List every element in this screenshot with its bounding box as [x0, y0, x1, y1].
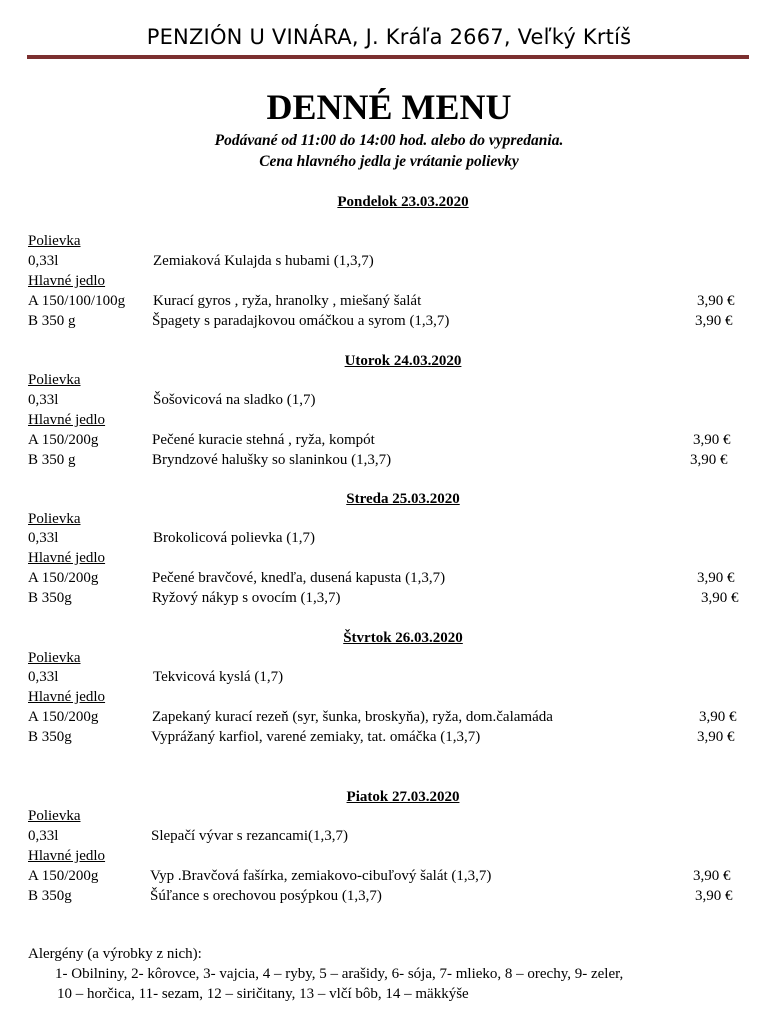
main-a-name: Pečené kuracie stehná , ryža, kompót [152, 432, 375, 448]
main-a-portion: A 150/100/100g [28, 293, 126, 309]
soup-name: Slepačí vývar s rezancami(1,3,7) [151, 828, 348, 844]
soup-label: Polievka [28, 511, 81, 527]
main-label: Hlavné jedlo [28, 412, 106, 428]
menu-title: DENNÉ MENU [266, 87, 512, 127]
main-b-name: Bryndzové halušky so slaninkou (1,3,7) [152, 452, 392, 468]
main-b-price: 3,90 € [690, 452, 728, 468]
day-heading: Streda 25.03.2020 [346, 491, 460, 507]
main-a-price: 3,90 € [697, 293, 735, 309]
day-heading: Pondelok 23.03.2020 [337, 194, 469, 210]
soup-name: Zemiaková Kulajda s hubami (1,3,7) [153, 253, 374, 269]
main-b-name: Špagety s paradajkovou omáčkou a syrom (1,3,7) [152, 313, 450, 329]
main-a-portion: A 150/200g [28, 432, 99, 448]
soup-label: Polievka [28, 650, 81, 666]
main-a-price: 3,90 € [693, 432, 731, 448]
main-b-portion: B 350g [28, 888, 72, 904]
soup-portion: 0,33l [28, 828, 59, 844]
main-b-name: Ryžový nákyp s ovocím (1,3,7) [152, 590, 341, 606]
main-a-price: 3,90 € [697, 570, 735, 586]
main-b-portion: B 350 g [28, 313, 76, 329]
main-b-price: 3,90 € [695, 888, 733, 904]
main-a-name: Kurací gyros , ryža, hranolky , miešaný šalát [153, 293, 422, 309]
soup-name: Brokolicová polievka (1,7) [153, 530, 316, 546]
main-b-price: 3,90 € [695, 313, 733, 329]
main-label: Hlavné jedlo [28, 550, 106, 566]
main-b-portion: B 350g [28, 729, 72, 745]
main-b-price: 3,90 € [701, 590, 739, 606]
day-heading: Štvrtok 26.03.2020 [343, 630, 463, 646]
menu-subtitle-hours: Podávané od 11:00 do 14:00 hod. alebo do vypredania. [214, 132, 564, 149]
page-header-title: PENZIÓN U VINÁRA, J. Kráľa 2667, Veľký Krtíš [146, 25, 632, 49]
main-a-name: Vyp .Bravčová fašírka, zemiakovo-cibuľový šalát (1,3,7) [150, 868, 492, 884]
main-a-price: 3,90 € [699, 709, 737, 725]
day-heading: Utorok 24.03.2020 [344, 353, 462, 369]
allergens-title: Alergény (a výrobky z nich): [28, 946, 202, 962]
main-a-name: Pečené bravčové, knedľa, dusená kapusta (1,3,7) [152, 570, 446, 586]
main-b-price: 3,90 € [697, 729, 735, 745]
main-a-portion: A 150/200g [28, 868, 99, 884]
main-a-name: Zapekaný kurací rezeň (syr, šunka, broskyňa), ryža, dom.čalamáda [152, 709, 553, 725]
soup-label: Polievka [28, 372, 81, 388]
menu-subtitle-price-note: Cena hlavného jedla je vrátanie polievky [259, 153, 519, 170]
main-a-portion: A 150/200g [28, 709, 99, 725]
main-b-name: Šúľance s orechovou posýpkou (1,3,7) [150, 888, 382, 904]
soup-portion: 0,33l [28, 530, 59, 546]
day-heading: Piatok 27.03.2020 [346, 789, 460, 805]
main-label: Hlavné jedlo [28, 848, 106, 864]
allergens-line-1: 1- Obilniny, 2- kôrovce, 3- vajcia, 4 – ryby, 5 – arašidy, 6- sója, 7- mlieko, 8 – orechy, 9- zeler, [55, 966, 624, 982]
main-a-portion: A 150/200g [28, 570, 99, 586]
main-b-portion: B 350 g [28, 452, 76, 468]
main-label: Hlavné jedlo [28, 273, 106, 289]
soup-label: Polievka [28, 808, 81, 824]
header-divider [27, 55, 749, 59]
allergens-line-2: 10 – horčica, 11- sezam, 12 – siričitany, 13 – vlčí bôb, 14 – mäkkýše [57, 986, 469, 1002]
soup-portion: 0,33l [28, 253, 59, 269]
soup-name: Šošovicová na sladko (1,7) [153, 392, 316, 408]
main-b-name: Vyprážaný karfiol, varené zemiaky, tat. omáčka (1,3,7) [151, 729, 481, 745]
soup-portion: 0,33l [28, 392, 59, 408]
soup-label: Polievka [28, 233, 81, 249]
soup-portion: 0,33l [28, 669, 59, 685]
main-a-price: 3,90 € [693, 868, 731, 884]
soup-name: Tekvicová kyslá (1,7) [153, 669, 284, 685]
main-b-portion: B 350g [28, 590, 72, 606]
main-label: Hlavné jedlo [28, 689, 106, 705]
